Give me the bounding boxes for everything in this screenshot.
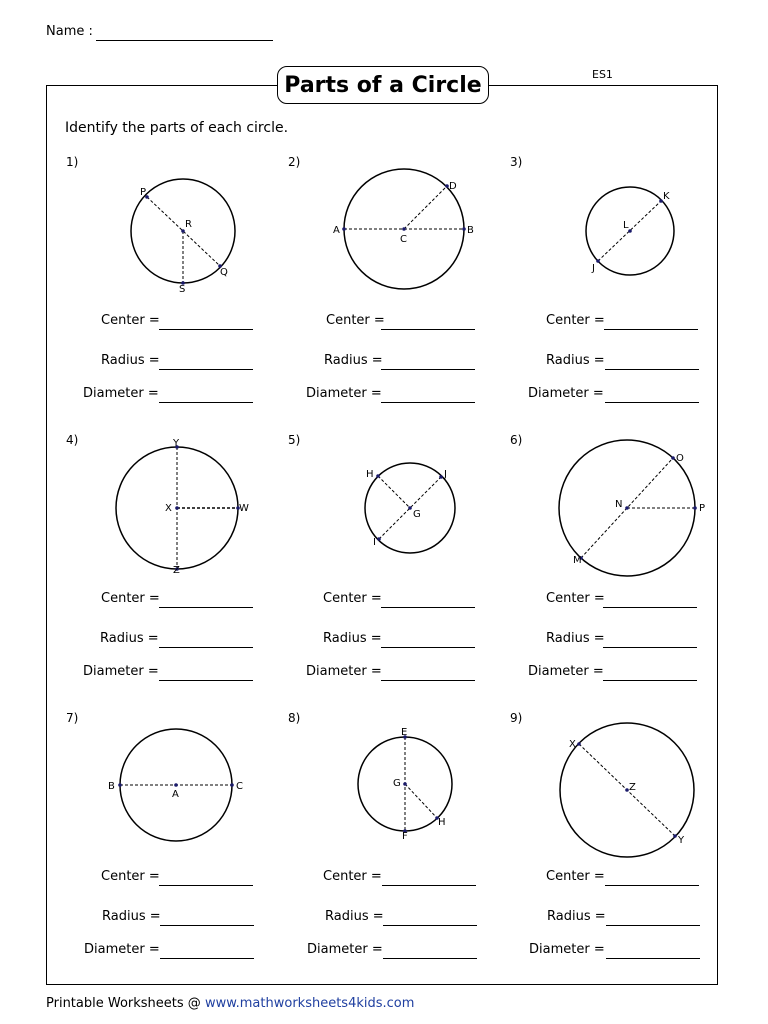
point-label: Z — [629, 782, 636, 793]
diameter-answer-line[interactable] — [383, 958, 477, 959]
point-label: L — [623, 220, 629, 231]
worksheet-code: ES1 — [592, 68, 613, 81]
circle-figure — [46, 711, 270, 861]
diameter-label: Diameter = — [307, 942, 383, 957]
circle-figure — [46, 155, 270, 305]
radius-label: Radius = — [323, 631, 382, 646]
circle-figure — [46, 433, 270, 583]
circle-figure — [490, 155, 714, 305]
diameter-answer-line[interactable] — [159, 680, 253, 681]
radius-answer-line[interactable] — [603, 647, 697, 648]
diameter-answer-line[interactable] — [606, 958, 700, 959]
diameter-label: Diameter = — [528, 386, 604, 401]
problem-number: 7) — [66, 711, 79, 725]
point-label: O — [676, 453, 684, 464]
radius-answer-line[interactable] — [381, 369, 475, 370]
radius-label: Radius = — [324, 353, 383, 368]
problem-number: 2) — [288, 155, 301, 169]
diameter-answer-line[interactable] — [603, 680, 697, 681]
point-label: X — [569, 739, 576, 750]
point-label: E — [401, 727, 408, 738]
circle-figure — [490, 433, 714, 583]
point-label: C — [400, 234, 407, 245]
page-title: Parts of a Circle — [284, 72, 482, 98]
problem-7 — [46, 711, 270, 989]
diameter-answer-line[interactable] — [381, 680, 475, 681]
radius-answer-line[interactable] — [160, 925, 254, 926]
point-label: G — [413, 509, 421, 520]
title-box — [277, 66, 489, 104]
diameter-label: Diameter = — [529, 942, 605, 957]
center-label: Center = — [101, 591, 160, 606]
circle-figure — [268, 433, 492, 583]
point-label: J — [444, 469, 447, 480]
diameter-answer-line[interactable] — [160, 958, 254, 959]
point-label: H — [366, 469, 374, 480]
diameter-label: Diameter = — [306, 386, 382, 401]
point-label: F — [402, 831, 408, 842]
footer-link[interactable]: www.mathworksheets4kids.com — [204, 996, 415, 1011]
point-label: R — [185, 219, 192, 230]
center-answer-line[interactable] — [159, 885, 253, 886]
point-label: W — [239, 503, 249, 514]
diameter-answer-line[interactable] — [159, 402, 253, 403]
point-label: N — [615, 499, 623, 510]
center-label: Center = — [323, 869, 382, 884]
problem-number: 4) — [66, 433, 79, 447]
center-label: Center = — [323, 591, 382, 606]
radius-answer-line[interactable] — [605, 369, 699, 370]
diameter-label: Diameter = — [83, 664, 159, 679]
radius-answer-line[interactable] — [381, 647, 475, 648]
name-label: Name : — [46, 24, 93, 39]
name-field[interactable] — [96, 40, 273, 41]
radius-label: Radius = — [101, 353, 160, 368]
center-label: Center = — [101, 313, 160, 328]
radius-label: Radius = — [102, 909, 161, 924]
radius-answer-line[interactable] — [159, 369, 253, 370]
center-label: Center = — [326, 313, 385, 328]
point-label: Y — [173, 438, 180, 449]
problem-8 — [268, 711, 492, 989]
diameter-label: Diameter = — [306, 664, 382, 679]
problem-number: 5) — [288, 433, 301, 447]
point-label: X — [165, 503, 172, 514]
point-label: Z — [173, 565, 180, 576]
radius-label: Radius = — [546, 353, 605, 368]
circle-figure — [490, 711, 714, 861]
point-label: C — [236, 781, 243, 792]
center-answer-line[interactable] — [381, 607, 475, 608]
problem-2 — [268, 155, 492, 433]
point-label: P — [699, 503, 706, 514]
point-label: S — [179, 284, 186, 295]
diameter-label: Diameter = — [528, 664, 604, 679]
diameter-label: Diameter = — [84, 942, 160, 957]
instructions: Identify the parts of each circle. — [65, 120, 289, 136]
point-label: B — [467, 225, 474, 236]
diameter-answer-line[interactable] — [605, 402, 699, 403]
diameter-answer-line[interactable] — [381, 402, 475, 403]
footer-prefix: Printable Worksheets @ — [46, 996, 205, 1011]
problem-number: 8) — [288, 711, 301, 725]
problem-number: 9) — [510, 711, 523, 725]
center-label: Center = — [546, 313, 605, 328]
problem-3 — [490, 155, 714, 433]
point-label: M — [573, 555, 582, 566]
radius-answer-line[interactable] — [606, 925, 700, 926]
center-answer-line[interactable] — [159, 607, 253, 608]
center-answer-line[interactable] — [604, 329, 698, 330]
center-answer-line[interactable] — [605, 885, 699, 886]
problem-4 — [46, 433, 270, 711]
radius-label: Radius = — [547, 909, 606, 924]
footer — [46, 996, 414, 1011]
problem-5 — [268, 433, 492, 711]
point-label: Q — [220, 267, 228, 278]
center-answer-line[interactable] — [159, 329, 253, 330]
problem-6 — [490, 433, 714, 711]
point-label: A — [172, 789, 179, 800]
point-label: A — [333, 225, 340, 236]
center-label: Center = — [101, 869, 160, 884]
center-label: Center = — [546, 869, 605, 884]
point-label: H — [438, 817, 446, 828]
point-label: Y — [678, 835, 685, 846]
problem-1 — [46, 155, 270, 433]
center-answer-line[interactable] — [382, 885, 476, 886]
radius-label: Radius = — [546, 631, 605, 646]
circle-figure — [268, 711, 492, 861]
problem-number: 3) — [510, 155, 523, 169]
radius-label: Radius = — [325, 909, 384, 924]
problem-9 — [490, 711, 714, 989]
radius-answer-line[interactable] — [159, 647, 253, 648]
point-label: D — [449, 181, 457, 192]
radius-answer-line[interactable] — [383, 925, 477, 926]
problem-number: 1) — [66, 155, 79, 169]
radius-label: Radius = — [100, 631, 159, 646]
circle-figure — [268, 155, 492, 305]
center-answer-line[interactable] — [381, 329, 475, 330]
problem-number: 6) — [510, 433, 523, 447]
center-label: Center = — [546, 591, 605, 606]
point-label: J — [592, 263, 595, 274]
center-answer-line[interactable] — [603, 607, 697, 608]
diameter-label: Diameter = — [83, 386, 159, 401]
point-label: K — [663, 191, 670, 202]
point-label: I — [373, 537, 376, 548]
point-label: G — [393, 778, 401, 789]
point-label: P — [140, 187, 147, 198]
point-label: B — [108, 781, 115, 792]
